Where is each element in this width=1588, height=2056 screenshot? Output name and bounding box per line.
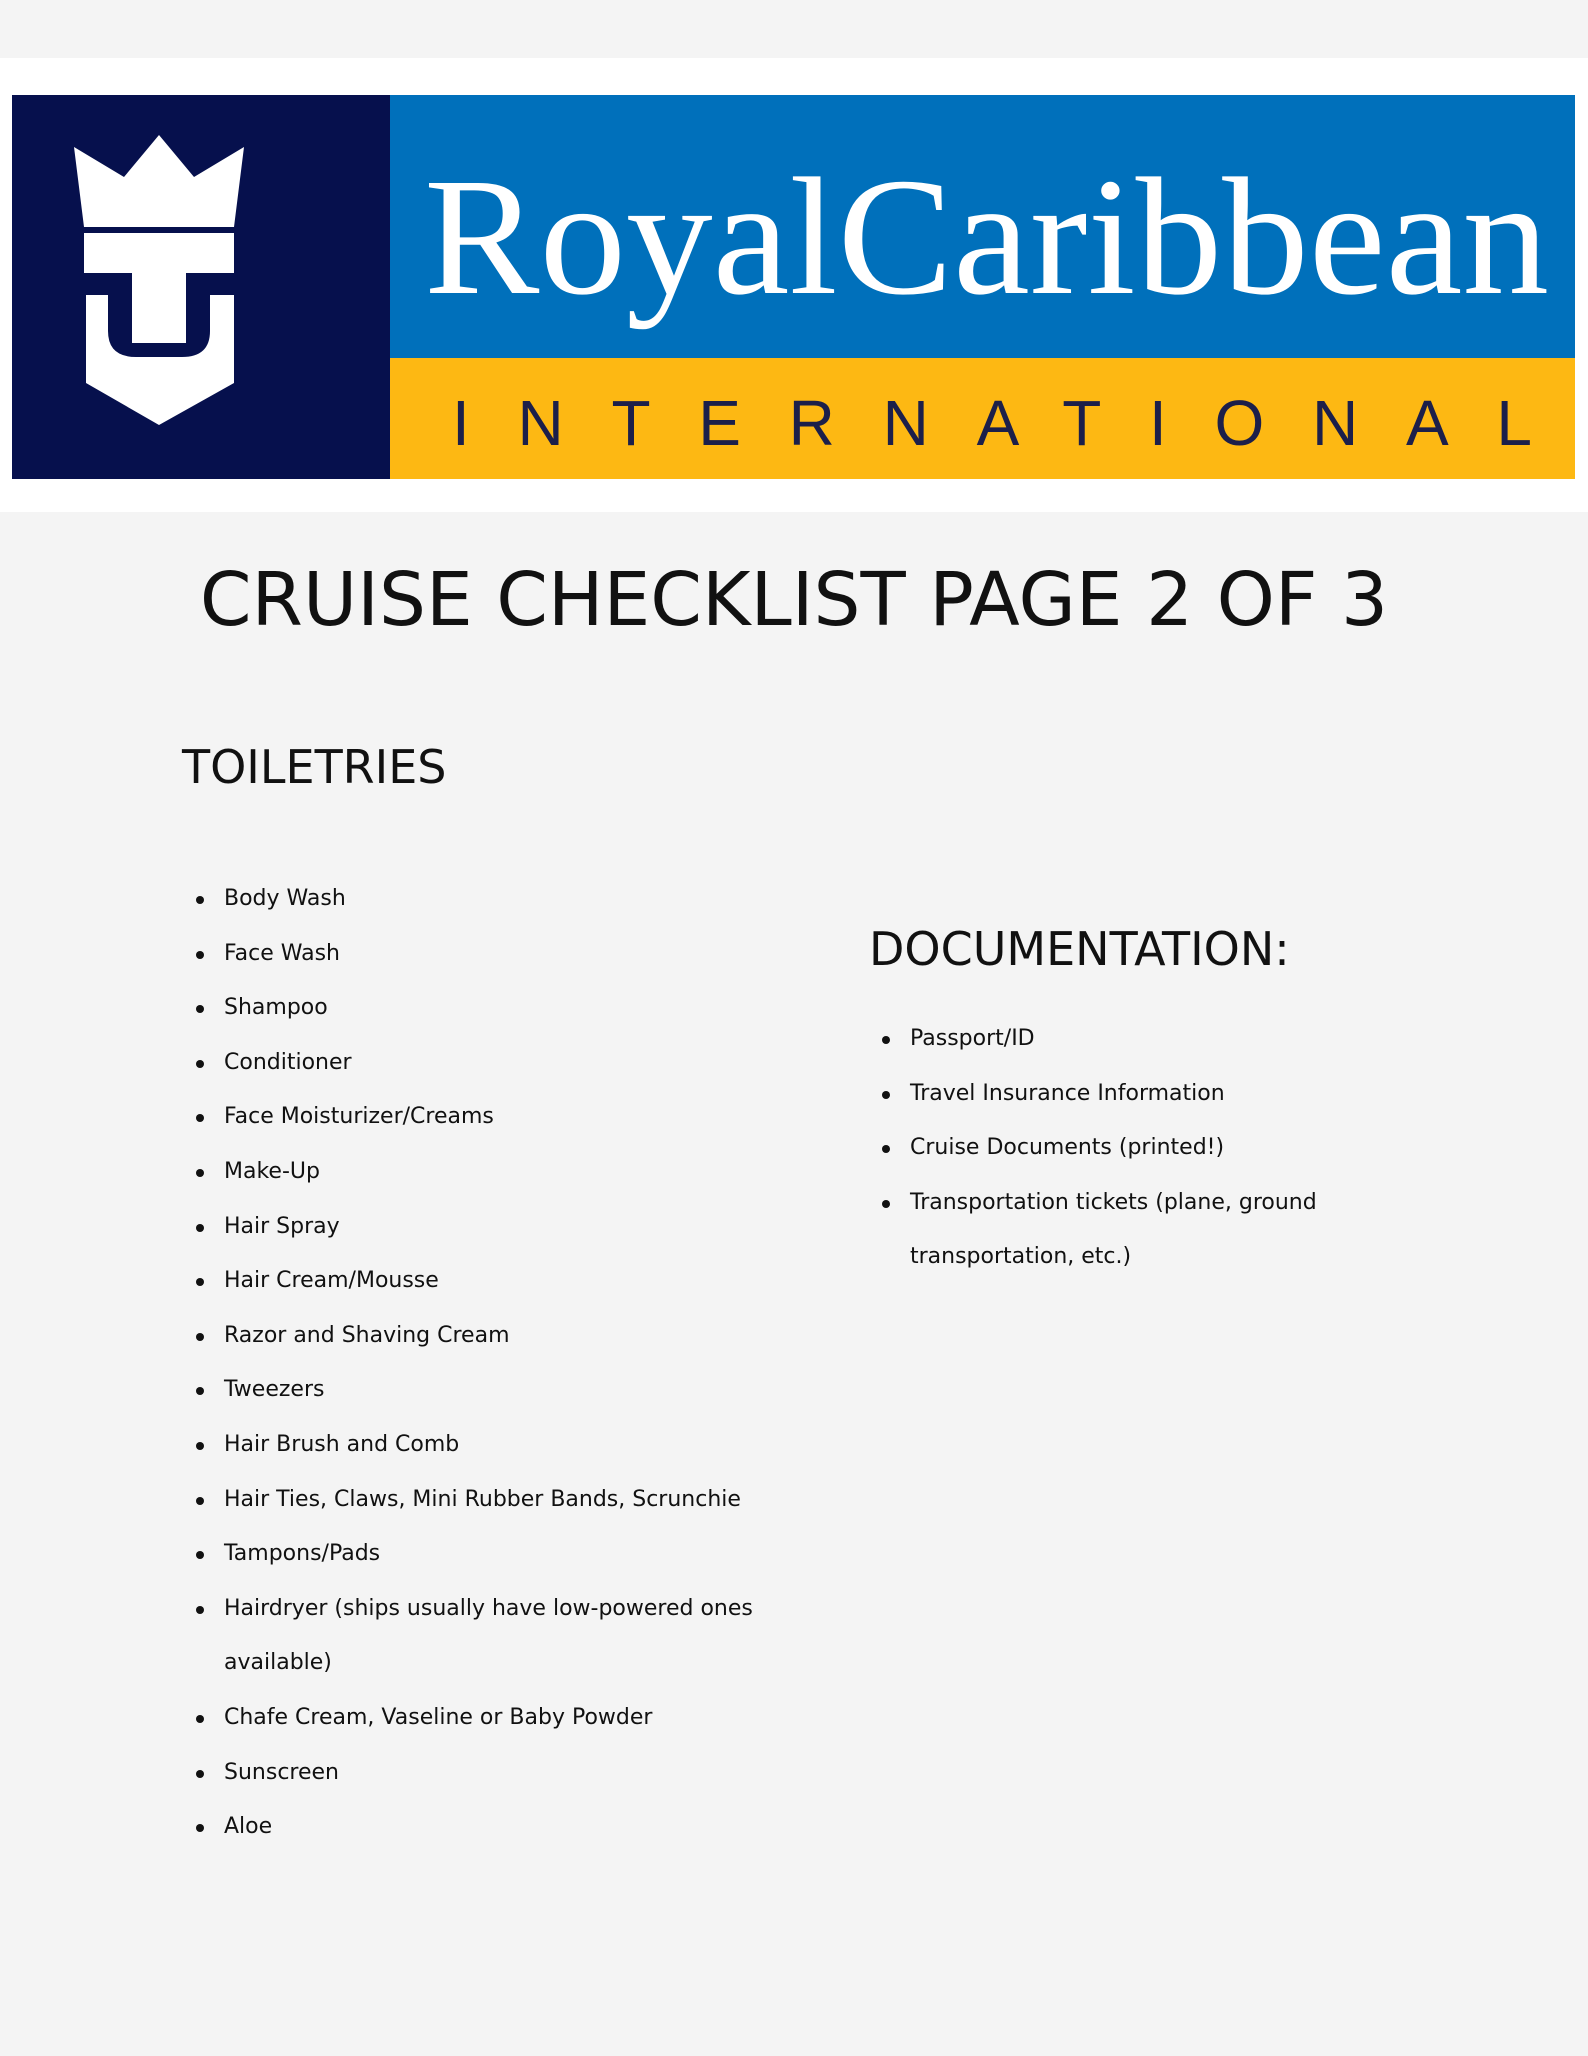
toiletries-heading: TOILETRIES (182, 740, 447, 794)
list-item: Hairdryer (ships usually have low-powered ones available) (182, 1582, 822, 1691)
list-item: Face Wash (182, 927, 822, 982)
list-item: Shampoo (182, 981, 822, 1036)
list-item: Passport/ID (868, 1012, 1338, 1067)
list-item: Hair Brush and Comb (182, 1418, 822, 1473)
documentation-list (868, 1012, 1338, 1285)
logo-brand-text: RoyalCaribbean (424, 144, 1549, 330)
list-item: Hair Cream/Mousse (182, 1254, 822, 1309)
documentation-heading: DOCUMENTATION: (869, 922, 1290, 976)
list-item: Transportation tickets (plane, ground transportation, etc.) (868, 1176, 1338, 1285)
list-item: Hair Ties, Claws, Mini Rubber Bands, Scrunchie (182, 1473, 822, 1528)
logo-tagline-text: INTERNATIONAL (452, 387, 1532, 459)
list-item: Tampons/Pads (182, 1527, 822, 1582)
list-item: Make-Up (182, 1145, 822, 1200)
list-item: Razor and Shaving Cream (182, 1309, 822, 1364)
page-title: CRUISE CHECKLIST PAGE 2 OF 3 (199, 557, 1389, 643)
toiletries-list (182, 872, 822, 1855)
brand-logo (12, 95, 1575, 479)
list-item: Body Wash (182, 872, 822, 927)
logo-navy-panel (12, 95, 390, 479)
list-item: Sunscreen (182, 1746, 822, 1801)
list-item: Chafe Cream, Vaseline or Baby Powder (182, 1691, 822, 1746)
list-item: Cruise Documents (printed!) (868, 1121, 1338, 1176)
list-item: Conditioner (182, 1036, 822, 1091)
list-item: Aloe (182, 1800, 822, 1855)
list-item: Face Moisturizer/Creams (182, 1090, 822, 1145)
list-item: Travel Insurance Information (868, 1067, 1338, 1122)
list-item: Tweezers (182, 1363, 822, 1418)
list-item: Hair Spray (182, 1200, 822, 1255)
